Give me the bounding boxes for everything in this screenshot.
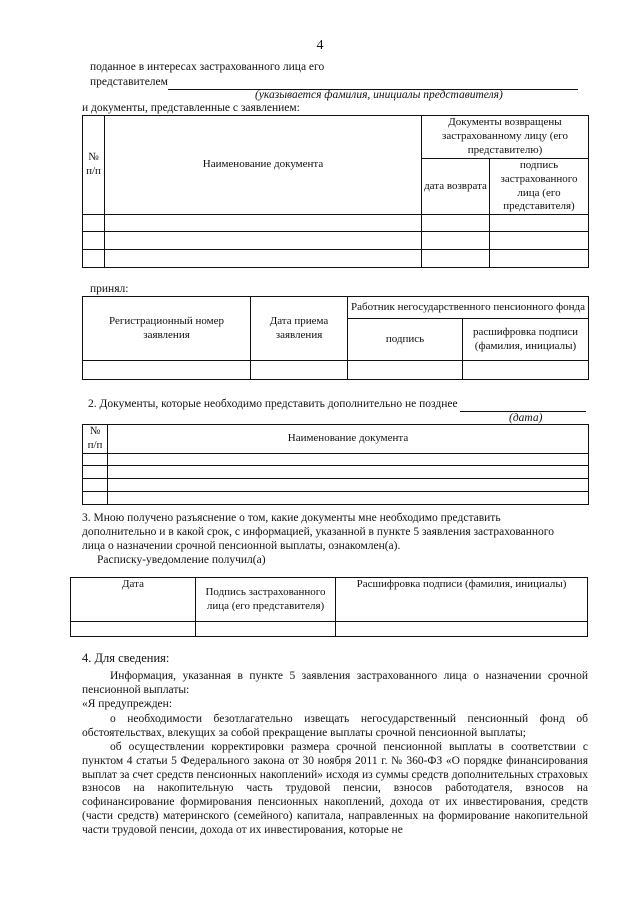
- col-worker: Работник негосударственного пенсионного фонда: [348, 297, 589, 319]
- receipt-table: [70, 577, 588, 637]
- table-row: [83, 491, 589, 504]
- col-sign: подпись застрахованного лица (его представителя): [490, 159, 589, 215]
- table-row: [71, 622, 588, 637]
- table-row: [83, 250, 589, 268]
- table-row: [83, 215, 589, 232]
- section4-paragraph-2: «Я предупрежден:: [82, 698, 173, 710]
- documents-table: [82, 115, 589, 268]
- accepted-table: [82, 296, 589, 380]
- representative-label: представителем: [90, 76, 168, 88]
- table-row: [83, 453, 589, 465]
- header-line-1: поданное в интересах застрахованного лица его: [90, 61, 325, 73]
- section2-field[interactable]: [88, 398, 586, 412]
- col-num: № п/п: [83, 425, 108, 454]
- section4-paragraph-3: о необходимости безотлагательно извещать негосударственный пенсионный фонд об обстоятельствах, влекущих за собой прекращение выплаты срочной пенсионной выплаты;: [82, 713, 588, 739]
- table-row: [83, 478, 589, 491]
- table-row: [83, 361, 589, 380]
- section2-date-hint: (дата): [509, 412, 543, 424]
- table-row: [83, 232, 589, 250]
- col-date: дата возврата: [422, 159, 490, 215]
- table-row: [83, 465, 589, 478]
- section4-title: 4. Для сведения:: [82, 651, 170, 665]
- accepted-label: принял:: [90, 283, 129, 295]
- col-date: Дата: [71, 578, 196, 622]
- col-accept-date: Дата приема заявления: [251, 297, 348, 361]
- section4-paragraph-1: Информация, указанная в пункте 5 заявления застрахованного лица о назначении срочной пенсионной выплаты:: [82, 670, 588, 696]
- section2-text: 2. Документы, которые необходимо представить дополнительно не позднее: [88, 398, 458, 410]
- col-name: Наименование документа: [105, 116, 422, 215]
- receipt-label: Расписку-уведомление получил(а): [97, 554, 266, 566]
- col-name: Наименование документа: [108, 425, 589, 454]
- documents-intro: и документы, представленные с заявлением:: [82, 102, 300, 114]
- col-sign: Подпись застрахованного лица (его представителя): [196, 578, 336, 622]
- section4-paragraph-4: об осуществлении корректировки размера срочной пенсионной выплаты в соответствии с пунктом 4 статьи 5 Федерального закона от 30 ноября 2011 г. № 360-ФЗ «О порядке финансирования выплат за счет средств пенсионных накоплений» исходя из суммы средств дополнительных страховых взносов на накопительную часть трудовой пенсии, взносов работодателя, взносов на софинансирование формирования пенсионных накоплений, дохода от их инвестирования, средств (части средств) материнского (семейного) капитала, направленных на формирование накопительной части трудовой пенсии, дохода от их инвестирования, которые не: [82, 741, 588, 836]
- representative-field[interactable]: [90, 76, 578, 90]
- col-worker-sign: подпись: [348, 319, 463, 361]
- col-decode: Расшифровка подписи (фамилия, инициалы): [336, 578, 588, 622]
- additional-documents-table: [82, 424, 589, 505]
- section3-line-3: лица о назначении срочной пенсионной выплаты, ознакомлен(а).: [82, 540, 401, 552]
- col-worker-decode: расшифровка подписи (фамилия, инициалы): [463, 319, 589, 361]
- col-num: № п/п: [83, 116, 105, 215]
- col-returned: Документы возвращены застрахованному лицу (его представителю): [422, 116, 589, 159]
- col-reg: Регистрационный номер заявления: [83, 297, 251, 361]
- representative-hint: (указывается фамилия, инициалы представителя): [255, 89, 503, 101]
- section3-line-2: дополнительно и в какой срок, с информацией, указанной в пункте 5 заявления застрахованного: [82, 526, 554, 538]
- page-number: 4: [316, 38, 324, 53]
- section3-line-1: 3. Мною получено разъяснение о том, какие документы мне необходимо представить: [82, 512, 501, 524]
